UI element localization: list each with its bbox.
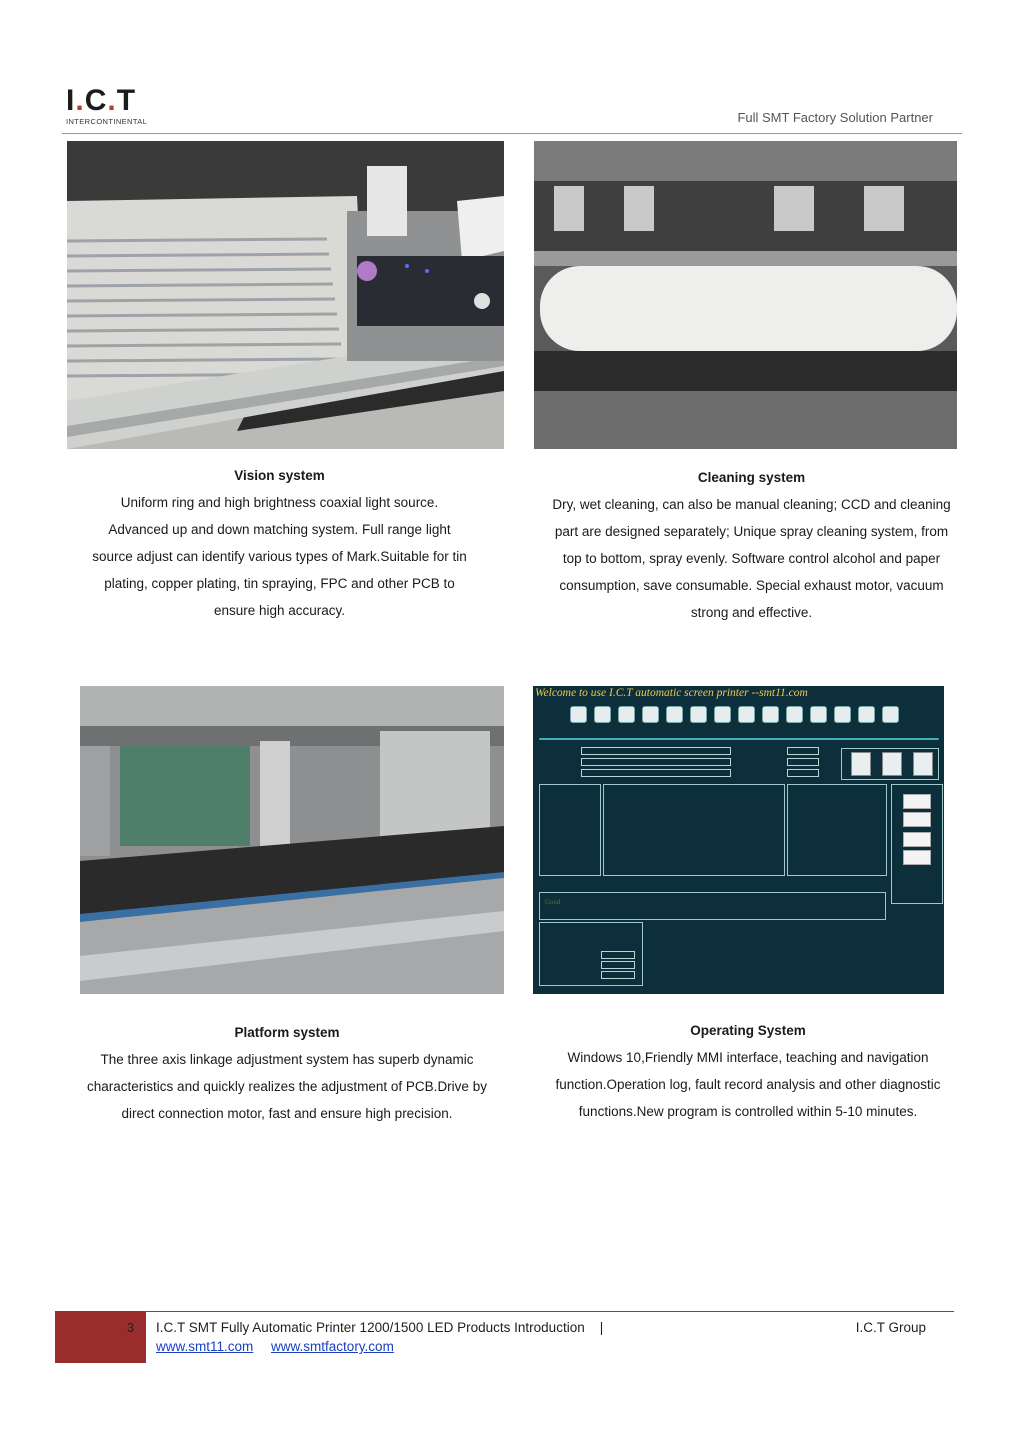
os-field: [581, 769, 731, 777]
os-status-text: Good: [545, 898, 561, 906]
caption-line: function.Operation log, fault record analysis and other diagnostic: [555, 1077, 941, 1092]
footer-links: [156, 1339, 408, 1354]
caption-line: Dry, wet cleaning, can also be manual cleaning; CCD and cleaning: [552, 497, 951, 512]
os-side-button: [903, 832, 931, 847]
os-toolbar-icon: [809, 706, 827, 730]
os-field: [581, 758, 731, 766]
os-toolbar-icon: [785, 706, 803, 730]
os-field: [601, 961, 635, 969]
logo-mark: I.C.T: [66, 84, 137, 117]
vision-system-photo: [67, 141, 504, 449]
os-toolbar-icon: [617, 706, 635, 730]
os-setting-panel: [603, 784, 785, 876]
os-field: [581, 747, 731, 755]
os-status-panel: [539, 892, 886, 920]
caption-line: Uniform ring and high brightness coaxial light source.: [120, 495, 439, 510]
caption-line: ensure high accuracy.: [213, 603, 346, 618]
footer-divider: [146, 1311, 954, 1312]
os-side-button: [903, 794, 931, 809]
os-stop-button: [913, 752, 933, 776]
operating-system-caption: [528, 1017, 968, 1125]
os-toolbar-icon: [857, 706, 875, 730]
company-logo: [66, 86, 158, 128]
footer-link-smtfactory[interactable]: www.smtfactory.com: [271, 1339, 394, 1354]
os-field: [601, 951, 635, 959]
os-product-status-panel: [787, 784, 887, 876]
os-toolbar-icon: [713, 706, 731, 730]
header-divider: [62, 133, 962, 134]
caption-line: characteristics and quickly realizes the adjustment of PCB.Drive by: [87, 1079, 487, 1094]
cleaning-system-caption: [530, 464, 973, 626]
section-title: Vision system: [234, 468, 325, 483]
os-axis-panel: [539, 784, 601, 876]
footer-separator: |: [599, 1320, 604, 1335]
caption-line: part are designed separately; Unique spray cleaning system, from: [554, 524, 949, 539]
section-title: Cleaning system: [697, 470, 806, 485]
os-toolbar-icon: [641, 706, 659, 730]
os-toolbar-icon: [569, 706, 587, 730]
os-pause-button: [882, 752, 902, 776]
os-toolbar-icon: [593, 706, 611, 730]
section-title: Operating System: [690, 1023, 806, 1038]
caption-line: source adjust can identify various types of Mark.Suitable for tin: [92, 549, 467, 564]
os-start-button: [851, 752, 871, 776]
os-side-button: [903, 812, 931, 827]
caption-line: consumption, save consumable. Special exhaust motor, vacuum: [559, 578, 944, 593]
caption-line: direct connection motor, fast and ensure high precision.: [121, 1106, 453, 1121]
footer-company: I.C.T Group: [855, 1320, 926, 1335]
os-toolbar-icon: [737, 706, 755, 730]
logo-subtext: INTERCONTINENTAL: [66, 117, 148, 126]
caption-line: Windows 10,Friendly MMI interface, teaching and navigation: [567, 1050, 929, 1065]
caption-line: top to bottom, spray evenly. Software control alcohol and paper: [562, 551, 941, 566]
vision-system-caption: [67, 462, 492, 624]
os-field: [601, 971, 635, 979]
page-number: 3: [127, 1320, 135, 1335]
os-toolbar-icon: [689, 706, 707, 730]
os-welcome-title: Welcome to use I.C.T automatic screen printer --smt11.com: [535, 687, 808, 699]
section-title: Platform system: [234, 1025, 340, 1040]
caption-line: plating, copper plating, tin spraying, FPC and other PCB to: [104, 576, 455, 591]
os-field: [787, 758, 819, 766]
os-toolbar-icon: [761, 706, 779, 730]
footer-color-block: [55, 1311, 146, 1363]
os-divider: [539, 738, 939, 740]
os-toolbar-icon: [665, 706, 683, 730]
os-field: [787, 769, 819, 777]
footer-title: [156, 1320, 603, 1335]
caption-line: Advanced up and down matching system. Full range light: [108, 522, 451, 537]
footer-title-text: I.C.T SMT Fully Automatic Printer 1200/1500 LED Products Introduction: [156, 1320, 585, 1335]
operating-system-screenshot: [533, 686, 944, 994]
os-toolbar: [569, 706, 899, 730]
os-side-button: [903, 850, 931, 865]
footer-link-smt11[interactable]: www.smt11.com: [156, 1339, 254, 1354]
header-tagline: Full SMT Factory Solution Partner: [737, 110, 933, 125]
os-field: [787, 747, 819, 755]
os-toolbar-icon: [881, 706, 899, 730]
platform-system-photo: [80, 686, 504, 994]
caption-line: The three axis linkage adjustment system has superb dynamic: [100, 1052, 474, 1067]
platform-system-caption: [67, 1019, 507, 1127]
caption-line: strong and effective.: [690, 605, 813, 620]
cleaning-system-photo: [534, 141, 957, 449]
caption-line: functions.New program is controlled within 5-10 minutes.: [578, 1104, 918, 1119]
os-toolbar-icon: [833, 706, 851, 730]
